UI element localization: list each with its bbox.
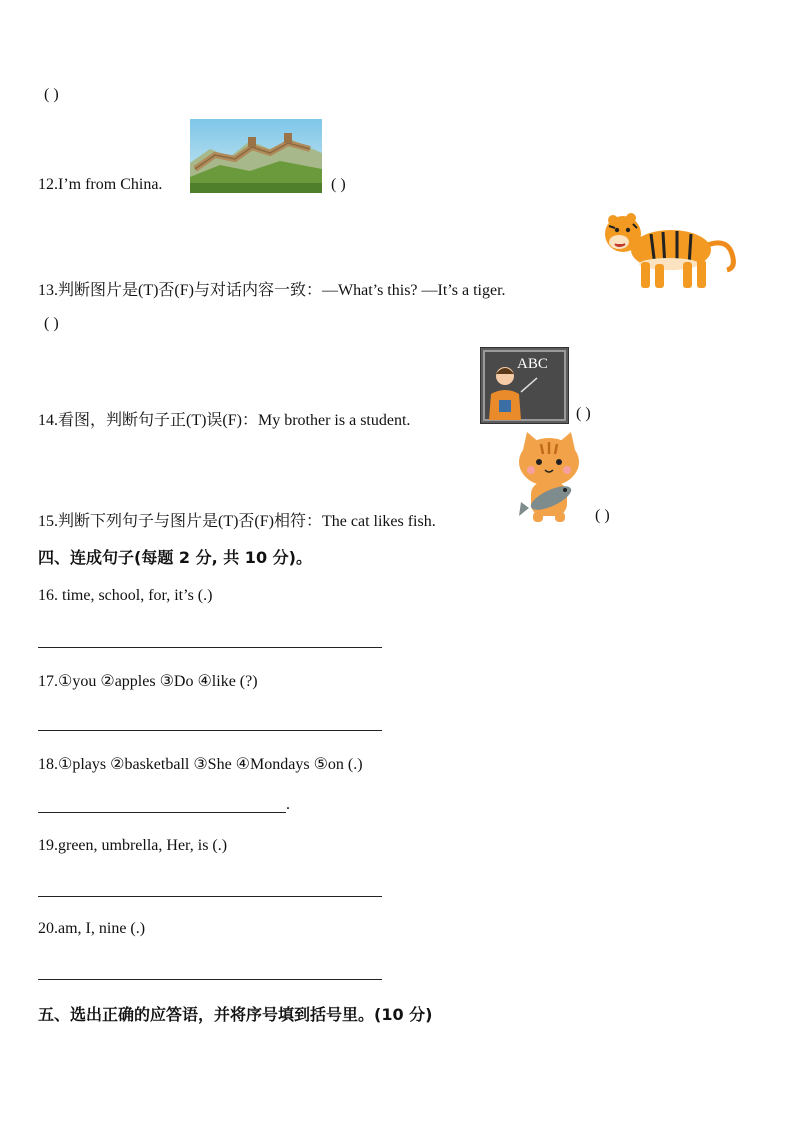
answer-line-20[interactable]: [38, 979, 382, 980]
blackboard-text: ABC: [517, 356, 548, 372]
question-20-text: 20.am, I, nine (.): [38, 920, 146, 937]
answer-paren-11[interactable]: ( ): [44, 86, 59, 103]
question-12-text: 12.I’m from China.: [38, 176, 163, 193]
section-5-title: 五、选出正确的应答语，并将序号填到括号里。(10 分): [38, 1005, 433, 1024]
question-18-text: 18.①plays ②basketball ③She ④Mondays ⑤on (.): [38, 756, 363, 773]
question-14-text: 14.看图，判断句子正(T)误(F)：My brother is a student.: [38, 412, 411, 429]
section-4-title: 四、连成句子(每题 2 分, 共 10 分)。: [38, 548, 312, 567]
answer-line-17[interactable]: [38, 730, 382, 731]
question-16-text: 16. time, school, for, it’s (.): [38, 587, 213, 604]
answer-paren-14[interactable]: ( ): [576, 405, 591, 422]
tiger-picture: [601, 206, 739, 292]
great-wall-picture: [190, 119, 322, 193]
question-17-text: 17.①you ②apples ③Do ④like (?): [38, 673, 258, 690]
answer-line-19[interactable]: [38, 896, 382, 897]
answer-line-18[interactable]: [38, 812, 286, 813]
question-19-text: 19.green, umbrella, Her, is (.): [38, 837, 228, 854]
cat-with-fish-picture: [511, 432, 587, 524]
answer-paren-12[interactable]: ( ): [331, 176, 346, 193]
question-15-text: 15.判断下列句子与图片是(T)否(F)相符：The cat likes fish.: [38, 513, 436, 530]
question-13-text: 13.判断图片是(T)否(F)与对话内容一致：—What’s this? —It’s a tiger.: [38, 282, 506, 299]
teacher-at-blackboard-picture: [480, 347, 569, 424]
answer-line-18-period: .: [286, 796, 290, 813]
answer-paren-13[interactable]: ( ): [44, 315, 59, 332]
answer-paren-15[interactable]: ( ): [595, 507, 610, 524]
answer-line-16[interactable]: [38, 647, 382, 648]
